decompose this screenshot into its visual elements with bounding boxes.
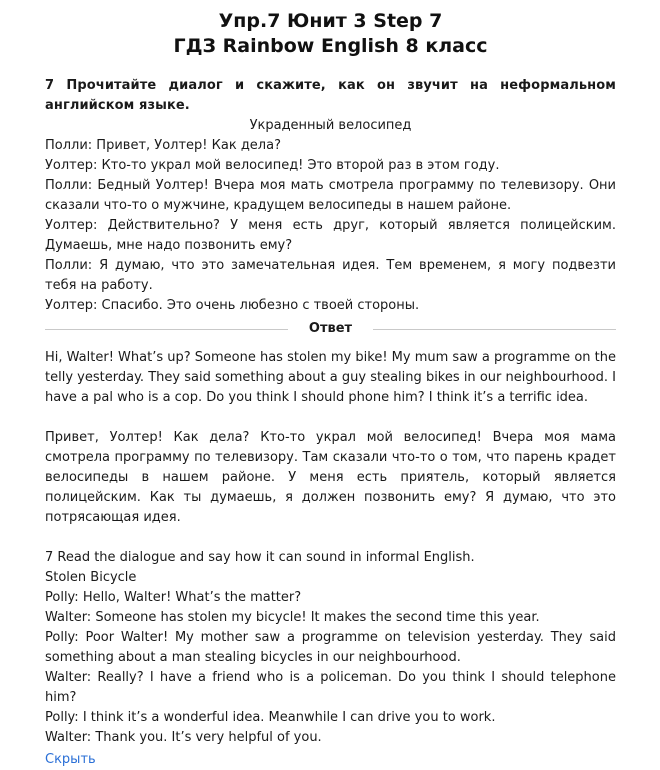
answer-english-text: Hi, Walter! What’s up? Someone has stolen my bike! My mum saw a programme on the telly yesterday. They said something about a guy stealing bikes in our neighbourhood. I have a pal who is a cop. Do you think I should phone him? I think it’s a terrific idea. (45, 350, 616, 405)
title-line-1: Упр.7 Юнит 3 Step 7 (218, 10, 443, 32)
separator-line-right (373, 329, 616, 330)
original-instruction: 7 Read the dialogue and say how it can sound in informal English. (45, 550, 475, 565)
original-line: Polly: Poor Walter! My mother saw a programme on television yesterday. They said something about a man stealing bicycles in our neighbourhood. (45, 630, 616, 665)
spacer (45, 408, 616, 428)
original-title: Stolen Bicycle (45, 570, 137, 585)
answer-heading: Ответ (308, 321, 353, 336)
original-line: Walter: Someone has stolen my bicycle! It makes the second time this year. (45, 610, 540, 625)
answer-separator (45, 319, 616, 339)
page (0, 9, 660, 767)
dialogue-line: Полли: Привет, Уолтер! Как дела? (45, 138, 281, 153)
dialogue-line: Полли: Я думаю, что это замечательная идея. Тем временем, я могу подвезти тебя на работу. (45, 258, 616, 293)
dialogue-line: Уолтер: Кто-то украл мой велосипед! Это второй раз в этом году. (45, 158, 500, 173)
spacer (45, 528, 616, 548)
page-title (45, 9, 616, 59)
original-line: Walter: Thank you. It’s very helpful of you. (45, 730, 322, 745)
task-instruction: 7 Прочитайте диалог и скажите, как он звучит на неформальном английском языке. (45, 78, 616, 113)
dialogue-line: Полли: Бедный Уолтер! Вчера моя мать смотрела программу по телевизору. Они сказали что-то о мужчине, крадущем велосипеды в нашем районе. (45, 178, 616, 213)
original-line: Polly: I think it’s a wonderful idea. Meanwhile I can drive you to work. (45, 710, 496, 725)
original-line: Walter: Really? I have a friend who is a policeman. Do you think I should telephone him? (45, 670, 616, 705)
hide-answer-link[interactable]: Скрыть (45, 752, 96, 767)
dialogue-line: Уолтер: Действительно? У меня есть друг, который является полицейским. Думаешь, мне надо позвонить ему? (45, 218, 616, 253)
dialogue-line: Уолтер: Спасибо. Это очень любезно с твоей стороны. (45, 298, 420, 313)
answer-russian-text: Привет, Уолтер! Как дела? Кто-то украл мой велосипед! Вчера моя мама смотрела программу по телевизору. Там сказали что-то о том, что парень крадет велосипеды в нашем районе. У меня есть приятель, который является полицейским. Как ты думаешь, я должен позвонить ему? Я думаю, что это потрясающая идея. (45, 430, 616, 525)
dialogue-title: Украденный велосипед (249, 118, 412, 133)
original-line: Polly: Hello, Walter! What’s the matter? (45, 590, 302, 605)
title-line-2: ГДЗ Rainbow English 8 класс (173, 35, 488, 57)
